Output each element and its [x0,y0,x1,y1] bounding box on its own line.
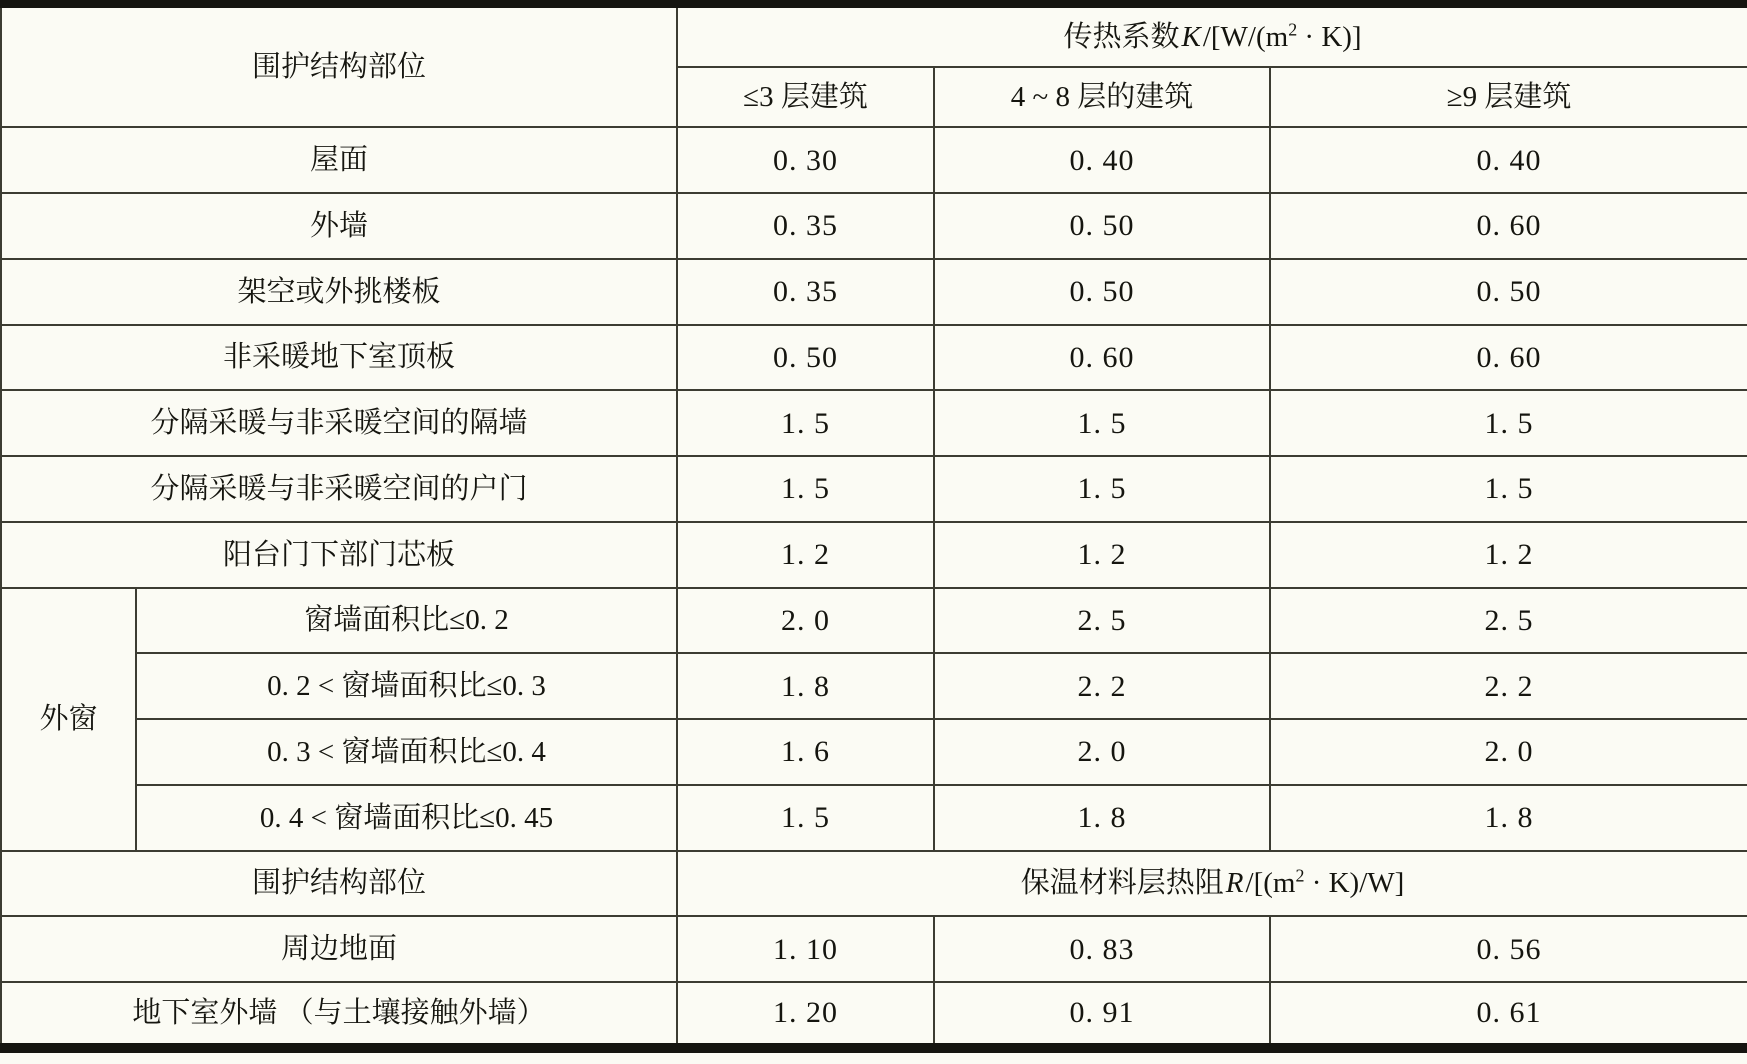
value-cell: 2. 5 [1270,588,1747,654]
value-cell: 1. 2 [934,522,1270,588]
column-header-ge9: ≥9 层建筑 [1270,67,1747,128]
value-cell: 0. 83 [934,916,1270,982]
value-cell: 2. 0 [1270,719,1747,785]
value-cell: 1. 10 [677,916,934,982]
table-row-basement-ceiling [1,325,1747,391]
value-cell: 1. 5 [677,456,934,522]
value-cell: 1. 5 [934,456,1270,522]
value-cell: 0. 60 [934,325,1270,391]
header-row-1 [1,4,1747,67]
value-cell: 0. 50 [677,325,934,391]
value-cell: 1. 8 [934,785,1270,851]
row-label-cell: 非采暖地下室顶板 [1,325,677,391]
value-cell: 2. 0 [934,719,1270,785]
condition-cell: 0. 3 < 窗墙面积比≤0. 4 [136,719,677,785]
row-label-cell: 外墙 [1,193,677,259]
value-cell: 1. 5 [934,390,1270,456]
value-cell: 0. 50 [934,193,1270,259]
condition-cell: 0. 4 < 窗墙面积比≤0. 45 [136,785,677,851]
row-label-cell: 分隔采暖与非采暖空间的户门 [1,456,677,522]
table-row-window-ratio-4 [1,785,1747,851]
row-label-cell: 分隔采暖与非采暖空间的隔墙 [1,390,677,456]
k-unit-post: · K)] [1297,20,1362,53]
value-cell: 1. 8 [677,653,934,719]
value-cell: 0. 91 [934,982,1270,1048]
row-label-cell: 阳台门下部门芯板 [1,522,677,588]
r-unit-post: · K)/W] [1304,867,1405,900]
table-row-partition-wall [1,390,1747,456]
window-group-label-cell: 外窗 [1,588,136,851]
column-header-le3: ≤3 层建筑 [677,67,934,128]
table-row-window-ratio-2 [1,653,1747,719]
value-cell: 0. 60 [1270,193,1747,259]
envelope-part-header [1,4,677,127]
table-row-window-ratio-3 [1,719,1747,785]
table-row-roof [1,127,1747,193]
k-symbol: K [1181,20,1201,53]
table-row-exterior-wall [1,193,1747,259]
envelope-part-header-label: 围护结构部位 [252,51,427,84]
r-unit-sup: 2 [1295,865,1305,886]
table-row-unit-door [1,456,1747,522]
condition-cell: 0. 2 < 窗墙面积比≤0. 3 [136,653,677,719]
k-header-prefix: 传热系数 [1063,20,1180,53]
value-cell: 0. 40 [934,127,1270,193]
r-symbol: R [1225,867,1244,900]
table-row-basement-exterior-wall [1,982,1747,1048]
value-cell: 2. 5 [934,588,1270,654]
condition-cell: 窗墙面积比≤0. 2 [136,588,677,654]
k-unit-sup: 2 [1288,19,1298,40]
row-label-cell: 屋面 [1,127,677,193]
row-label-cell: 周边地面 [1,916,677,982]
value-cell: 0. 56 [1270,916,1747,982]
r-header-prefix: 保温材料层热阻 [1020,867,1224,900]
thermal-resistance-header [677,851,1747,917]
value-cell: 0. 50 [934,259,1270,325]
value-cell: 2. 2 [1270,653,1747,719]
value-cell: 1. 8 [1270,785,1747,851]
k-unit-pre: /[W/(m [1202,20,1289,53]
section2-header-row [1,851,1747,917]
value-cell: 1. 6 [677,719,934,785]
value-cell: 0. 30 [677,127,934,193]
value-cell: 0. 61 [1270,982,1747,1048]
value-cell: 1. 5 [1270,390,1747,456]
r-unit-pre: /[(m [1245,867,1296,900]
value-cell: 1. 2 [677,522,934,588]
value-cell: 0. 35 [677,193,934,259]
value-cell: 1. 2 [1270,522,1747,588]
table-row-window-ratio-1 [1,588,1747,654]
value-cell: 0. 35 [677,259,934,325]
value-cell: 1. 5 [1270,456,1747,522]
column-header-4to8: 4 ~ 8 层的建筑 [934,67,1270,128]
value-cell: 1. 5 [677,390,934,456]
envelope-part-header-2: 围护结构部位 [1,851,677,917]
row-label-cell: 架空或外挑楼板 [1,259,677,325]
value-cell: 0. 40 [1270,127,1747,193]
value-cell: 1. 5 [677,785,934,851]
value-cell: 0. 50 [1270,259,1747,325]
value-cell: 2. 2 [934,653,1270,719]
row-label-cell: 地下室外墙 （与土壤接触外墙） [1,982,677,1048]
table-row-overhead-floor [1,259,1747,325]
value-cell: 2. 0 [677,588,934,654]
table-row-perimeter-ground [1,916,1747,982]
table-row-balcony-door-panel [1,522,1747,588]
value-cell: 0. 60 [1270,325,1747,391]
value-cell: 1. 20 [677,982,934,1048]
heat-transfer-coefficient-header [677,4,1747,67]
